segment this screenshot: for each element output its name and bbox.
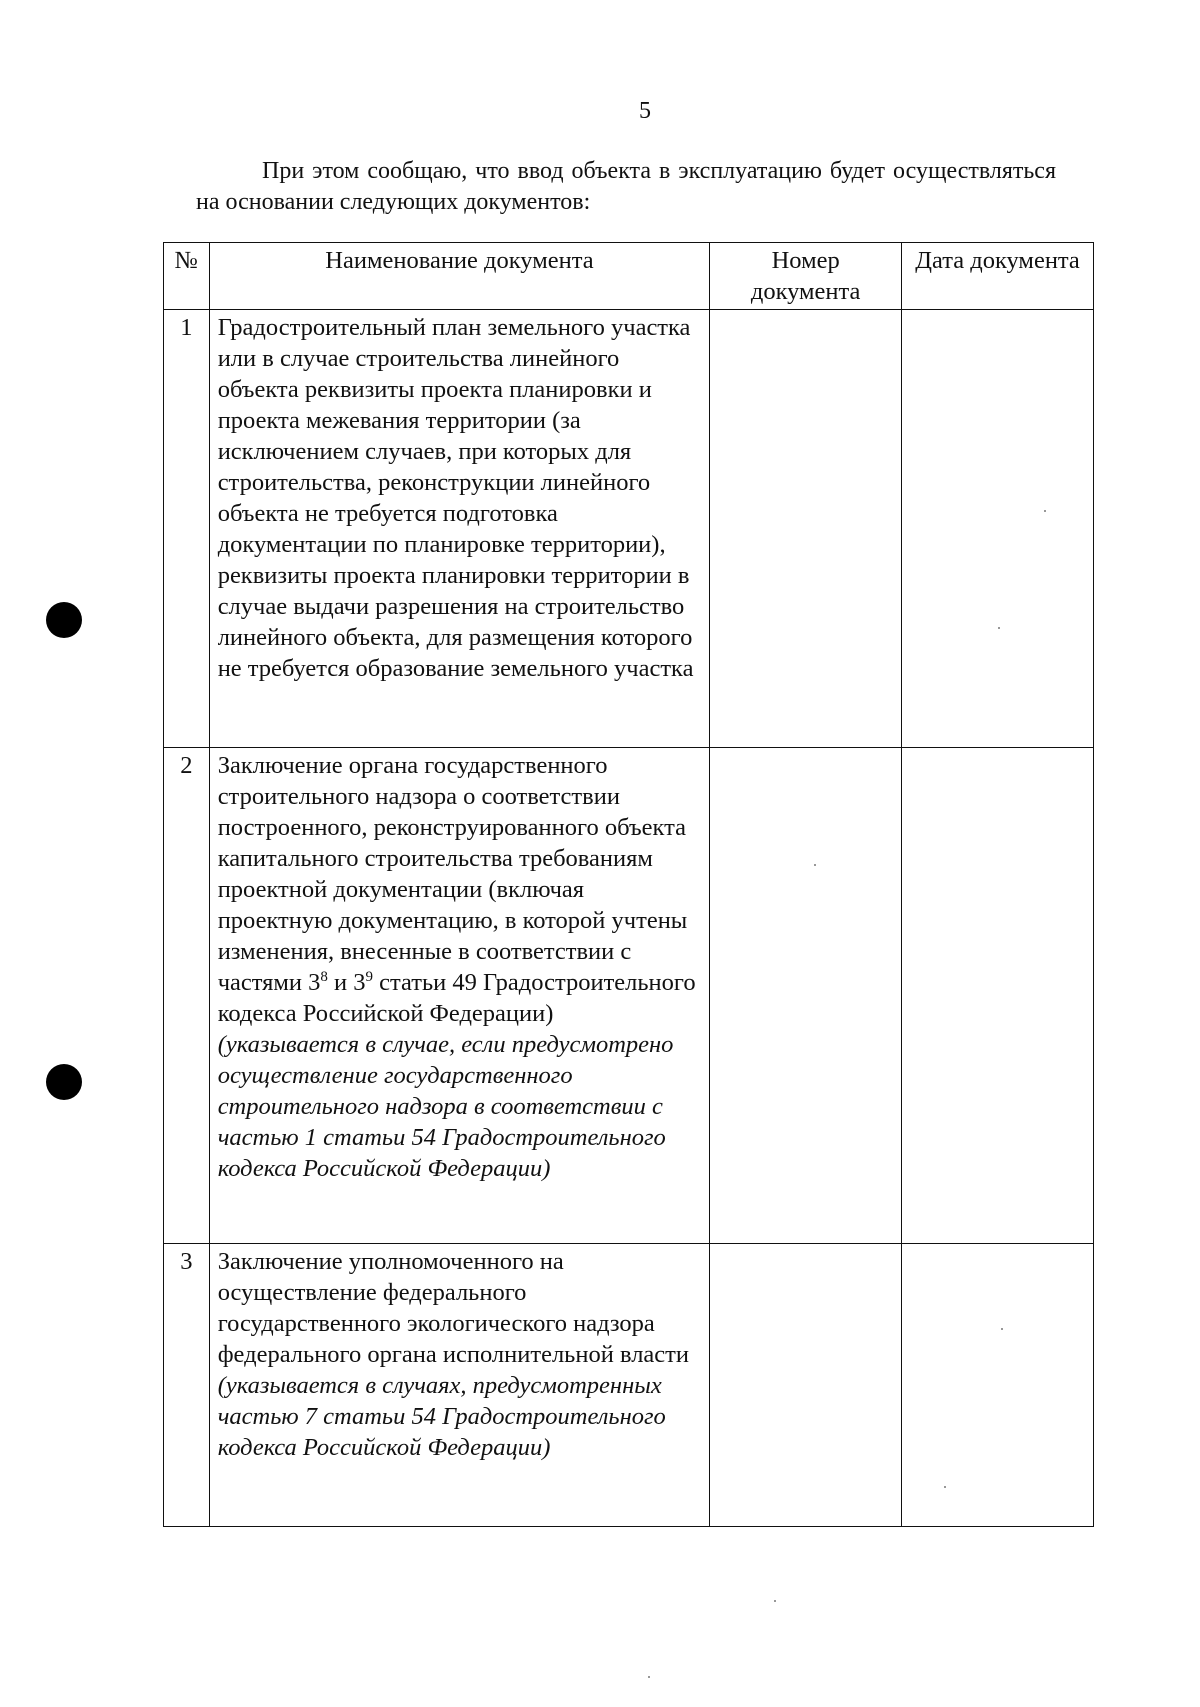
intro-text: При этом сообщаю, что ввод объекта в эксплуатацию будет осуществляться на основании следующих документов: (196, 158, 1056, 215)
header-number: Номер документа (710, 243, 902, 310)
document-name-text: Градостроительный план земельного участка или в случае строительства линейного объекта реквизиты проекта планировки и проекта межевания территории (за исключением случаев, при которых для строительства, реконструкции линейного объекта не требуется подготовка документации по планировке территории), реквизиты проекта планировки территории в случае выдачи разрешения на строительство линейного объекта, для размещения которого не требуется образование земельного участка (217, 314, 694, 682)
scan-speck (1001, 1328, 1003, 1330)
punch-hole (46, 602, 82, 638)
scan-speck (998, 627, 1000, 629)
row-document-date[interactable] (902, 310, 1094, 748)
document-note: (указывается в случаях, предусмотренных частью 7 статьи 54 Градостроительного кодекса Российской Федерации) (217, 1372, 666, 1461)
table-row (164, 748, 1094, 1244)
table-header-row (164, 243, 1094, 310)
table-row (164, 310, 1094, 748)
row-document-number[interactable] (710, 748, 902, 1244)
row-document-name (209, 748, 710, 1244)
header-num: № (164, 243, 210, 310)
row-document-name (209, 310, 710, 748)
header-date: Дата документа (902, 243, 1094, 310)
page-number: 5 (639, 98, 651, 124)
scan-speck (1044, 510, 1046, 512)
row-document-number[interactable] (710, 1244, 902, 1527)
row-document-number[interactable] (710, 310, 902, 748)
header-name: Наименование документа (209, 243, 710, 310)
row-document-date[interactable] (902, 1244, 1094, 1527)
superscript: 8 (320, 968, 328, 985)
row-document-date[interactable] (902, 748, 1094, 1244)
document-name-text: Заключение уполномоченного на осуществление федерального государственного экологического надзора федерального органа исполнительной власти (217, 1248, 689, 1368)
punch-hole (46, 1064, 82, 1100)
scan-speck (648, 1676, 650, 1678)
intro-paragraph (196, 156, 1056, 218)
document-note: (указывается в случае, если предусмотрено осуществление государственного строительного надзора в соответствии с частью 1 статьи 54 Градостроительного кодекса Российской Федерации) (217, 1031, 674, 1182)
scan-speck (774, 1600, 776, 1602)
table-row (164, 1244, 1094, 1527)
superscript: 9 (365, 968, 374, 985)
row-num: 3 (164, 1244, 210, 1527)
row-document-name (209, 1244, 710, 1527)
row-num: 1 (164, 310, 210, 748)
document-name-text: Заключение органа государственного строительного надзора о соответствии построенного, реконструированного объекта капитального строительства требованиям проектной документации (включая проектную документацию, в которой учтены изменения, внесенные в соответствии с частями 3 (217, 752, 688, 996)
scan-speck (814, 864, 816, 866)
documents-table (163, 242, 1094, 1527)
document-name-text: и 3 (327, 969, 366, 996)
row-num: 2 (164, 748, 210, 1244)
document-name-text: статьи 49 Градостроительного кодекса Российской Федерации) (217, 969, 696, 1027)
scan-speck (944, 1486, 946, 1488)
